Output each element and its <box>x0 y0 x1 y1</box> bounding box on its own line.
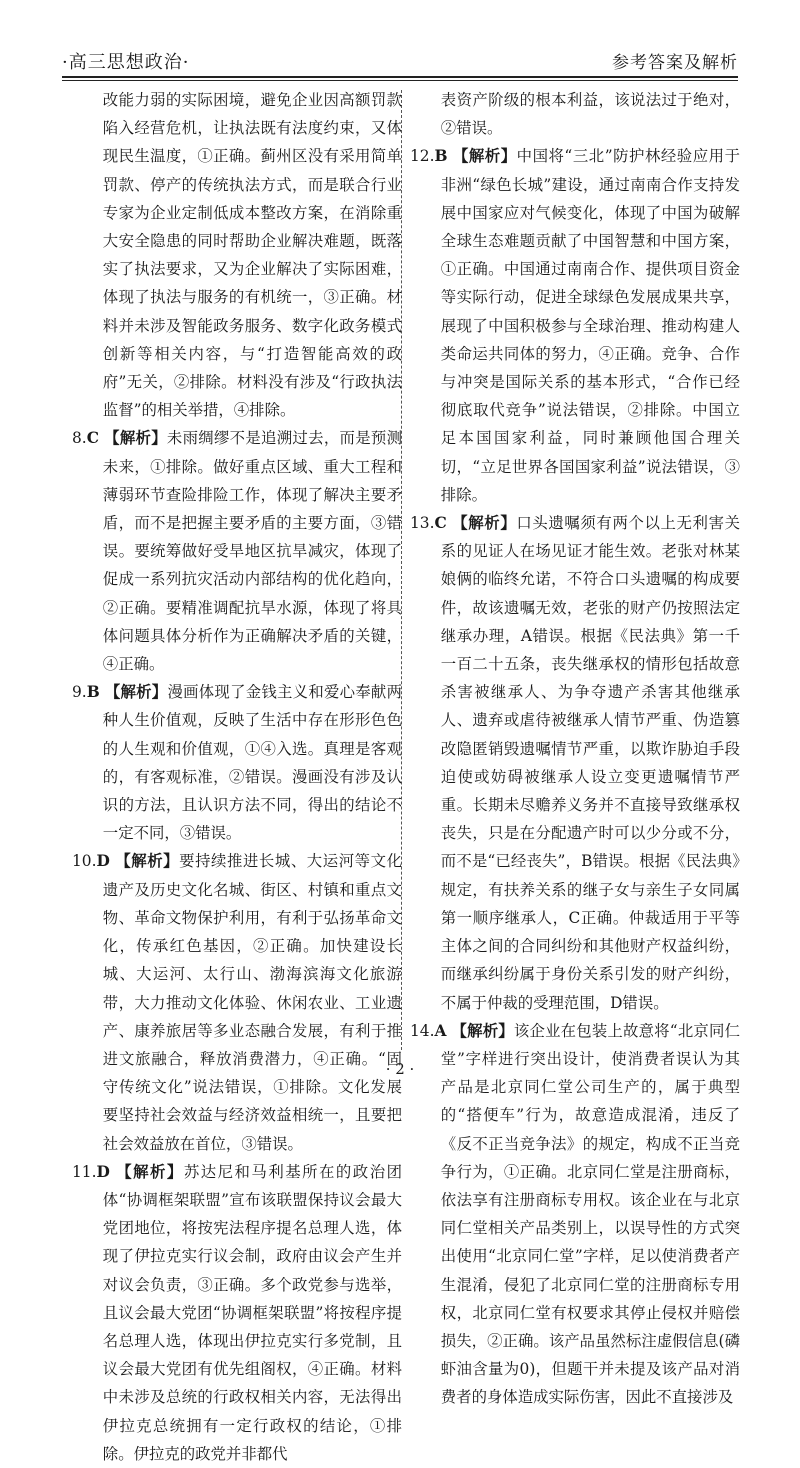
left-column <box>72 86 402 1468</box>
analysis-tag: 【解析】 <box>104 683 168 702</box>
right-column <box>410 86 740 1412</box>
item-number: 13. <box>410 514 435 533</box>
analysis-tag: 【解析】 <box>452 147 517 166</box>
item-answer: B <box>86 683 100 702</box>
page-number: · 2 · <box>385 1060 415 1078</box>
answer-item-12 <box>410 142 740 509</box>
item-text: 该企业在包装上故意将“北京同仁堂”字样进行突出设计，使消费者误认为其产品是北京同仁堂公司生产的，属于典型的“搭便车”行为，故意造成混淆，违反了《反不正当竞争法》的规定，构成不正当竞争行为，①正确。北京同仁堂是注册商标，依法享有注册商标专用权。该企业在与北京同仁堂相关产品类别上，以误导性的方式突出使用“北京同仁堂”字样，足以使消费者产生混淆，侵犯了北京同仁堂的注册商标专用权，北京同仁堂有权要求其停止侵权并赔偿损失，②正确。该产品虽然标注虚假信息(磷虾油含量为0)，但题干并未提及该产品对消费者的身体造成实际伤害，因此不直接涉及 <box>440 1021 740 1407</box>
item-answer: A <box>434 1021 447 1040</box>
item-text: 中国将“三北”防护林经验应用于非洲“绿色长城”建设，通过南南合作支持发展中国家应对气候变化，体现了中国为破解全球生态难题贡献了中国智慧和中国方案，①正确。中国通过南南合作、提供项目资金等实际行动，促进全球绿色发展成果共享，展现了中国积极参与全球治理、推动构建人类命运共同体的努力，④正确。竞争、合作与冲突是国际关系的基本形式，“合作已经彻底取代竞争”说法错误，②排除。中国立足本国国家利益，同时兼顾他国合理关切，“立足世界各国国家利益”说法错误，③排除。 <box>440 147 740 504</box>
answer-item-8 <box>72 424 402 678</box>
item-text: 未雨绸缪不是追溯过去，而是预测未来，①排除。做好重点区域、重大工程和薄弱环节查险排险工作，体现了解决主要矛盾，而不是把握主要矛盾的主要方面，③错误。要统筹做好受旱地区抗旱减灾，体现了促成一系列抗灾活动内部结构的优化趋向，②正确。要精准调配抗旱水源，体现了将具体问题具体分析作为正确解决矛盾的关键，④正确。 <box>102 429 402 674</box>
analysis-tag: 【解析】 <box>451 1021 514 1040</box>
item-answer: C <box>434 514 447 533</box>
item-text: 苏达尼和马利基所在的政治团体“协调框架联盟”宣布该联盟保持议会最大党团地位，将按宪法程序提名总理人选，体现了伊拉克实行议会制，政府由议会产生并对议会负责，③正确。多个政党参与选举，且议会最大党团“协调框架联盟”将按程序提名总理人选，体现出伊拉克实行多党制，且议会最大党团有优先组阁权，④正确。材料中未涉及总统的行政权相关内容，无法得出伊拉克总统拥有一定行政权的结论，①排除。伊拉克的政党并非都代 <box>102 1162 402 1463</box>
analysis-tag: 【解析】 <box>104 429 167 448</box>
header-rule-thick <box>62 76 738 78</box>
analysis-tag: 【解析】 <box>116 1162 184 1181</box>
item-number: 10. <box>72 852 97 871</box>
item-answer: B <box>434 147 448 166</box>
item-number: 8. <box>72 429 87 448</box>
item-number: 9. <box>72 683 87 702</box>
answer-key-title: 参考答案及解析 <box>612 53 738 73</box>
item-text: 漫画体现了金钱主义和爱心奉献两种人生价值观，反映了生活中存在形形色色的人生观和价值观，①④入选。真理是客观的，有客观标准，②错误。漫画没有涉及认识的方法，且认识方法不同，得出的结论不一定不同，③错误。 <box>102 683 402 843</box>
answer-item-13 <box>410 509 740 1017</box>
answer-item-11 <box>72 1158 402 1468</box>
item-text: 要持续推进长城、大运河等文化遗产及历史文化名城、街区、村镇和重点文物、革命文物保护利用，有利于弘扬革命文化，传承红色基因，②正确。加快建设长城、大运河、太行山、渤海滨海文化旅游带，大力推动文化体验、休闲农业、工业遗产、康养旅居等多业态融合发展，有利于推进文旅融合，释放消费潜力，④正确。“固守传统文化”说法错误，①排除。文化发展要坚持社会效益与经济效益相统一，且要把社会效益放在首位，③错误。 <box>102 852 402 1153</box>
item-number: 14. <box>410 1021 435 1040</box>
answer-item-9 <box>72 678 402 847</box>
item-answer: C <box>86 429 99 448</box>
page-header <box>62 44 738 78</box>
answer-item-10 <box>72 847 402 1157</box>
subject-title: ·高三思想政治· <box>62 52 190 73</box>
continued-text: 表资产阶级的根本利益，该说法过于绝对，②错误。 <box>440 91 740 138</box>
item-text: 口头遗嘱须有两个以上无利害关系的见证人在场见证才能生效。老张对林某娘俩的临终允诺，不符合口头遗嘱的构成要件，故该遗嘱无效，老张的财产仍按照法定继承办理，A错误。根据《民法典》第一千一百二十五条，丧失继承权的情形包括故意杀害被继承人、为争夺遗产杀害其他继承人、遗弃或虐待被继承人情节严重、伪造篡改隐匿销毁遗嘱情节严重，以欺诈胁迫手段迫使或妨碍被继承人设立变更遗嘱情节严重。长期未尽赡养义务并不直接导致继承权丧失，只是在分配遗产时可以少分或不分，而不是“已经丧失”，B错误。根据《民法典》规定，有扶养关系的继子女与亲生子女同属第一顺序继承人，C正确。仲裁适用于平等主体之间的合同纠纷和其他财产权益纠纷，而继承纠纷属于身份关系引发的财产纠纷，不属于仲裁的受理范围，D错误。 <box>440 514 740 1012</box>
header-rule-thin <box>62 80 738 81</box>
item-answer: D <box>96 1162 110 1181</box>
continued-text: 改能力弱的实际困境，避免企业因高额罚款陷入经营危机，让执法既有法度约束，又体现民生温度，①正确。蓟州区没有采用简单罚款、停产的传统执法方式，而是联合行业专家为企业定制低成本整改方案，在消除重大安全隐患的同时帮助企业解决难题，既落实了执法要求，又为企业解决了实际困难，体现了执法与服务的有机统一，③正确。材料并未涉及智能政务服务、数字化政务模式创新等相关内容，与“打造智能高效的政府”无关，②排除。材料没有涉及“行政执法监督”的相关举措，④排除。 <box>102 91 402 420</box>
item-number: 11. <box>72 1162 97 1181</box>
analysis-tag: 【解析】 <box>452 514 517 533</box>
item-answer: D <box>96 852 110 871</box>
analysis-tag: 【解析】 <box>115 852 180 871</box>
item-number: 12. <box>410 147 435 166</box>
